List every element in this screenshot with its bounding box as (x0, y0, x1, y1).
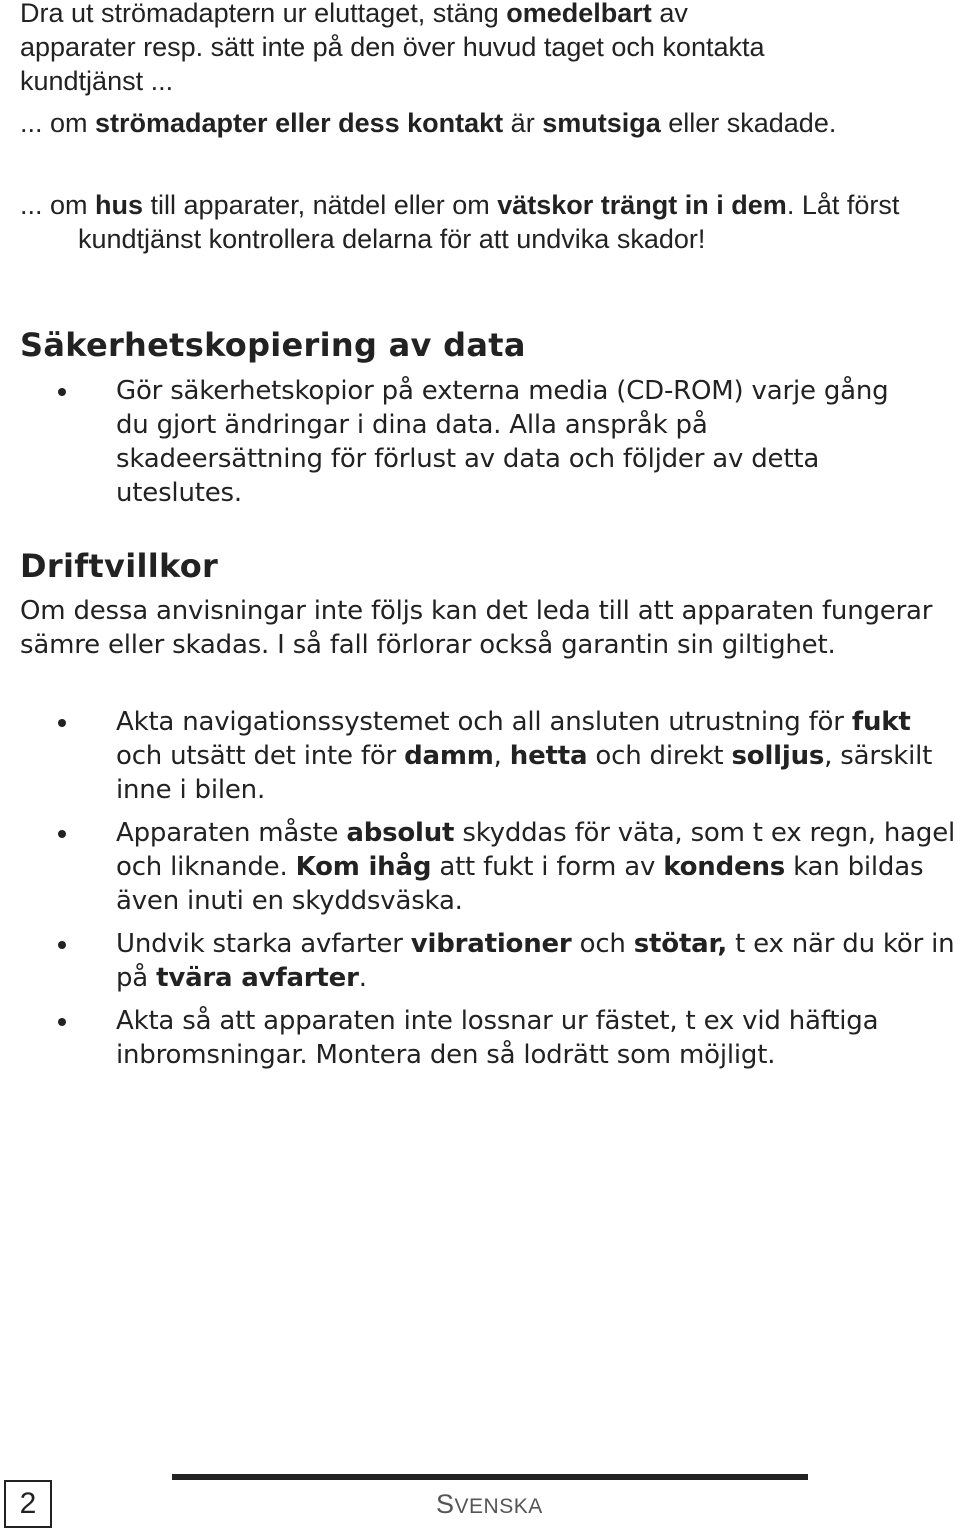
list-item-emphasis: kondens (663, 852, 786, 882)
list-item-emphasis: solljus (731, 741, 825, 771)
warning-text: av (651, 0, 688, 28)
warning-text: till apparater, nätdel eller om (143, 190, 498, 220)
bullet-icon (58, 941, 66, 949)
warning-text: kundtjänst ... (20, 66, 174, 96)
footer-language-rest: VENSKA (454, 1495, 543, 1518)
list-item (0, 816, 960, 918)
list-item-emphasis: hetta (509, 741, 588, 771)
warning-text: apparater resp. sätt inte på den över huvud taget och kontakta (20, 32, 765, 62)
bullet-icon (58, 830, 66, 838)
list-item-text: och (571, 929, 634, 959)
footer-language-initial: S (436, 1489, 455, 1519)
conditions-intro: Om dessa anvisningar inte följs kan det leda till att apparaten fungerar sämre eller skadas. I så fall förlorar också garantin sin giltighet. (20, 596, 933, 660)
list-item (0, 374, 900, 510)
conditions-list (0, 705, 960, 1072)
list-item (0, 705, 960, 807)
list-item (0, 1004, 960, 1072)
list-item-emphasis: stötar, (633, 929, 727, 959)
warning-item-adapter (20, 106, 920, 140)
list-item-text: , särskilt inne i bilen. (116, 741, 933, 805)
list-item-emphasis: fukt (851, 707, 911, 737)
list-item-text: Akta så att apparaten inte lossnar ur fästet, t ex vid häftiga inbromsningar. Montera den så lodrätt som möjligt. (116, 1006, 879, 1070)
warning-text: är (503, 108, 543, 138)
bullet-icon (58, 719, 66, 727)
list-item-text: Gör säkerhetskopior på externa media (CD-ROM) varje gång du gjort ändringar i dina data. Alla anspråk på skadeersättning för förlust av data och följder av detta uteslutes. (116, 376, 889, 508)
warning-emphasis: strömadapter eller dess kontakt (95, 108, 504, 138)
list-item-emphasis: Kom ihåg (295, 852, 432, 882)
list-item-text: Apparaten måste (116, 818, 347, 848)
warning-text: ... om (20, 190, 96, 220)
warning-emphasis: omedelbart (506, 0, 652, 28)
warning-emphasis: smutsiga (542, 108, 661, 138)
list-item-text: Undvik starka avfarter (116, 929, 411, 959)
list-item-text: och utsätt det inte för (116, 741, 405, 771)
warning-text: eller skadade. (660, 108, 837, 138)
list-item-text: att fukt i form av (431, 852, 664, 882)
warning-text: Dra ut strömadaptern ur eluttaget, stäng (20, 0, 507, 28)
list-item-text: , (493, 741, 510, 771)
list-item-emphasis: absolut (346, 818, 455, 848)
footer-rule (172, 1474, 808, 1480)
list-item-text: skyddas för väta, som t ex regn, hagel och liknande. (116, 818, 956, 882)
list-item-emphasis: vibrationer (410, 929, 572, 959)
warning-text: ... om (20, 108, 96, 138)
warning-intro (20, 0, 950, 98)
bullet-icon (58, 388, 66, 396)
list-item-text: Akta navigationssystemet och all ansluten utrustning för (116, 707, 852, 737)
section-heading-conditions: Driftvillkor (20, 547, 219, 585)
section-heading-backup: Säkerhetskopiering av data (20, 326, 526, 364)
warning-text: . Låt först kundtjänst kontrollera delarna för att undvika skador! (78, 190, 900, 254)
list-item-text: kan bildas även inuti en skyddsväska. (116, 852, 924, 916)
bullet-icon (58, 1018, 66, 1026)
warning-item-housing (20, 188, 900, 256)
warning-emphasis: vätskor trängt in i dem (497, 190, 787, 220)
list-item-text: t ex när du kör in på (116, 929, 955, 993)
list-item-text: . (358, 963, 367, 993)
footer-language (436, 1489, 543, 1520)
warning-emphasis: hus (95, 190, 144, 220)
page-number: 2 (4, 1480, 52, 1528)
list-item-emphasis: damm (404, 741, 494, 771)
backup-list (0, 374, 900, 510)
list-item (0, 927, 960, 995)
list-item-emphasis: tvära avfarter (156, 963, 359, 993)
list-item-text: och direkt (587, 741, 732, 771)
